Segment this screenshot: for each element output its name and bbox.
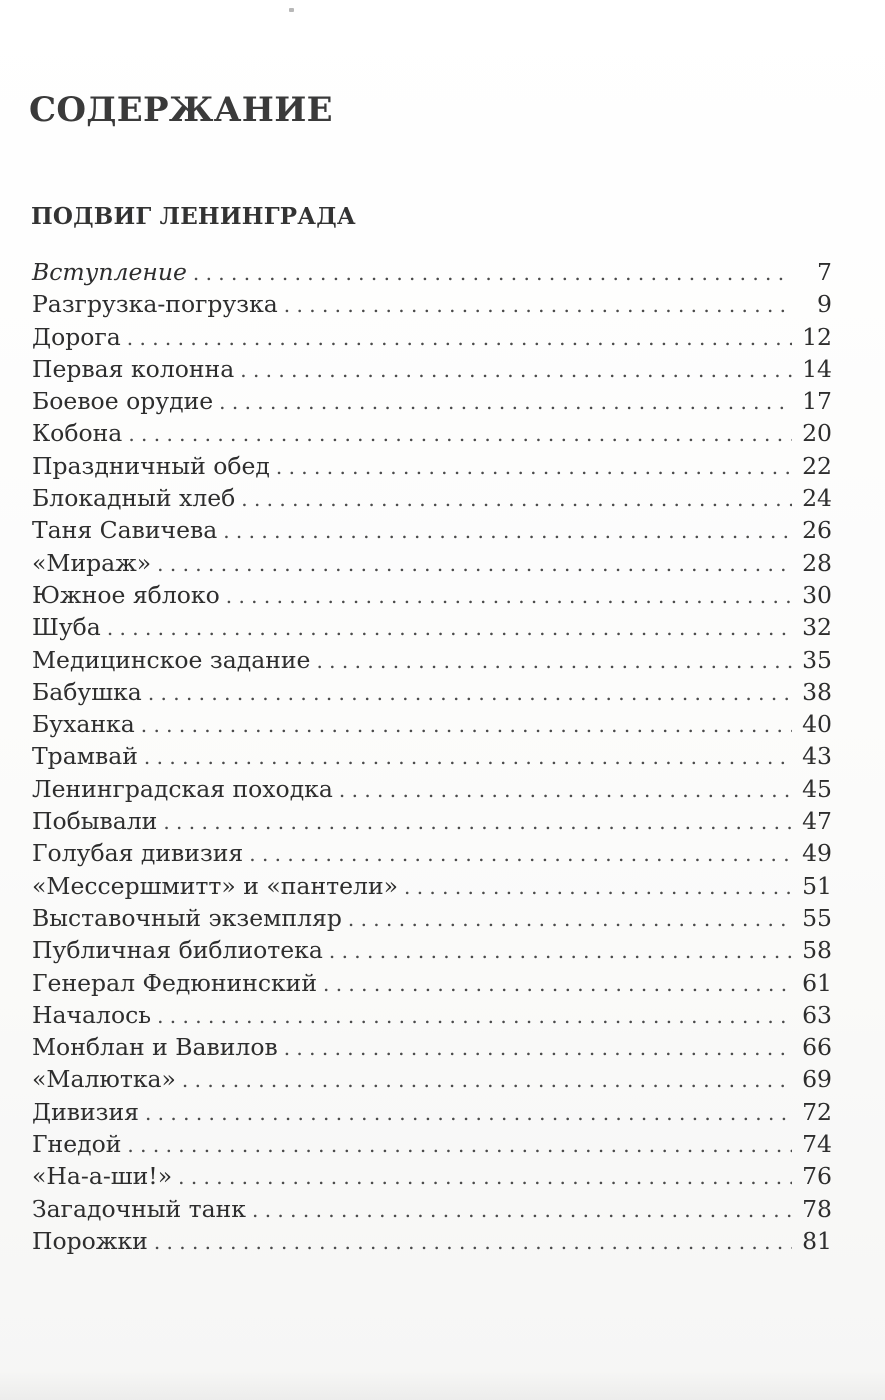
toc-entry-title: Дорога	[32, 322, 121, 351]
toc-entry-page-number: 49	[802, 839, 832, 868]
dot-leader	[404, 871, 792, 903]
dot-leader	[241, 483, 792, 515]
toc-entry	[32, 321, 832, 353]
toc-entry	[32, 773, 832, 805]
toc-entry	[32, 1128, 832, 1160]
dot-leader	[284, 1032, 792, 1064]
toc-entry-title: Таня Савичева	[32, 516, 218, 545]
toc-entry	[32, 644, 832, 676]
dot-leader	[249, 838, 792, 870]
dot-leader	[154, 1226, 792, 1258]
toc-entry	[32, 870, 832, 902]
toc-entry	[32, 967, 832, 999]
dot-leader	[316, 645, 792, 677]
toc-entry-title: Началось	[32, 1000, 152, 1029]
toc-entry	[32, 1225, 832, 1257]
toc-entry-title: «Мессершмитт» и «пантели»	[32, 871, 398, 900]
toc-entry-page-number: 45	[802, 774, 832, 803]
toc-entry	[32, 482, 832, 514]
toc-entry-title: Медицинское задание	[32, 645, 311, 674]
toc-entry	[32, 1096, 832, 1128]
dot-leader	[144, 741, 792, 773]
toc-entry	[32, 902, 832, 934]
toc-entry	[32, 353, 832, 385]
dot-leader	[163, 806, 792, 838]
toc-entry-title: «Мираж»	[32, 548, 152, 577]
toc-entry	[32, 805, 832, 837]
dot-leader	[226, 580, 792, 612]
toc-entry-page-number: 17	[802, 387, 832, 416]
toc-entry-title: Блокадный хлеб	[32, 484, 236, 513]
toc-entry-page-number: 7	[817, 258, 832, 286]
toc-entry	[32, 1063, 832, 1095]
toc-entry-page-number: 61	[802, 968, 832, 997]
toc-entry	[32, 514, 832, 546]
toc-entry-title: Разгрузка-погрузка	[32, 290, 278, 319]
toc-entry-page-number: 35	[802, 645, 832, 674]
toc-entry-page-number: 12	[802, 322, 832, 351]
toc-entry-page-number: 26	[802, 516, 832, 545]
dot-leader	[148, 677, 792, 709]
toc-entry-title: Первая колонна	[32, 354, 235, 383]
dot-leader	[276, 451, 792, 483]
toc-entry-title: Загадочный танк	[32, 1194, 246, 1223]
toc-entry	[32, 385, 832, 417]
toc-entry-page-number: 40	[802, 710, 832, 739]
dot-leader	[128, 418, 792, 450]
toc-entry-title: Побывали	[32, 807, 158, 836]
toc-entry-page-number: 55	[802, 903, 832, 932]
toc-entry-title: Монблан и Вавилов	[32, 1033, 278, 1062]
toc-entry-page-number: 51	[802, 871, 832, 900]
toc-entry	[32, 1160, 832, 1192]
dot-leader	[157, 1000, 792, 1032]
dot-leader	[329, 935, 792, 967]
toc-entry	[32, 288, 832, 320]
toc-entry-title: Трамвай	[32, 742, 138, 771]
toc-entry	[32, 1193, 832, 1225]
toc-entry	[32, 676, 832, 708]
toc-entry-page-number: 28	[802, 548, 832, 577]
toc-entry-page-number: 69	[802, 1065, 832, 1094]
toc-entry-page-number: 24	[802, 484, 832, 513]
section-title: ПОДВИГ ЛЕНИНГРАДА	[31, 203, 356, 230]
toc-entry-title: Южное яблоко	[32, 580, 220, 609]
dot-leader	[107, 612, 792, 644]
dot-leader	[127, 1129, 792, 1161]
toc-entry	[32, 1031, 832, 1063]
toc-entry-title: Порожки	[32, 1226, 148, 1255]
toc-entry	[32, 740, 832, 772]
toc-entry	[32, 611, 832, 643]
toc-entry-title: «На-а-ши!»	[32, 1162, 173, 1191]
toc-entry-title: «Малютка»	[32, 1065, 176, 1094]
page-title: СОДЕРЖАНИЕ	[29, 90, 333, 130]
toc-entry	[32, 934, 832, 966]
toc-entry-title: Голубая дивизия	[32, 839, 244, 868]
dot-leader	[240, 354, 792, 386]
dot-leader	[141, 709, 792, 741]
toc-entry-page-number: 22	[802, 451, 832, 480]
toc-entry-page-number: 9	[817, 290, 832, 319]
toc-entry-page-number: 58	[802, 936, 832, 965]
toc-entry	[32, 708, 832, 740]
toc-entry-page-number: 63	[802, 1000, 832, 1029]
toc-entry-page-number: 47	[802, 807, 832, 836]
dot-leader	[323, 968, 792, 1000]
toc-entry-title: Генерал Федюнинский	[32, 968, 317, 997]
toc-entry	[32, 837, 832, 869]
toc-entry-title: Праздничный обед	[32, 451, 270, 480]
toc-entry-title: Дивизия	[32, 1097, 139, 1126]
toc-entry-title: Публичная библиотека	[32, 936, 323, 965]
dot-leader	[339, 774, 792, 806]
dot-leader	[178, 1161, 792, 1193]
dot-leader	[284, 289, 792, 321]
dot-leader	[182, 1064, 792, 1096]
toc-entry	[32, 256, 832, 288]
toc-entry	[32, 999, 832, 1031]
dot-leader	[157, 548, 792, 580]
toc-entry	[32, 547, 832, 579]
toc-entry-page-number: 14	[802, 354, 832, 383]
toc-entry-page-number: 78	[802, 1194, 832, 1223]
dot-leader	[145, 1097, 792, 1129]
toc-entry-page-number: 30	[802, 580, 832, 609]
toc-entry-page-number: 74	[802, 1130, 832, 1159]
toc-entry-page-number: 20	[802, 419, 832, 448]
toc-entry-title: Боевое орудие	[32, 387, 214, 416]
toc-entry-title: Буханка	[32, 710, 135, 739]
toc-entry-title: Бабушка	[32, 677, 142, 706]
toc-entry-title: Ленинградская походка	[32, 774, 333, 803]
toc-entry-title: Гнедой	[32, 1130, 122, 1159]
dot-leader	[219, 386, 792, 418]
print-speck	[289, 8, 294, 12]
toc-entry-title: Кобона	[32, 419, 123, 448]
toc-entry-page-number: 72	[802, 1097, 832, 1126]
toc-entry-page-number: 32	[802, 613, 832, 642]
toc-entry	[32, 450, 832, 482]
toc-entry-page-number: 76	[802, 1162, 832, 1191]
dot-leader	[252, 1194, 792, 1226]
toc-entry-page-number: 38	[802, 677, 832, 706]
toc-entry-title: Выставочный экземпляр	[32, 903, 342, 932]
toc-entry	[32, 579, 832, 611]
dot-leader	[348, 903, 792, 935]
dot-leader	[127, 322, 792, 354]
dot-leader	[223, 515, 792, 547]
toc-list	[32, 256, 832, 1257]
toc-entry-title: Вступление	[32, 258, 187, 286]
toc-entry-page-number: 81	[802, 1226, 832, 1255]
toc-entry-page-number: 66	[802, 1033, 832, 1062]
toc-entry-title: Шуба	[32, 613, 101, 642]
page-edge-shadow	[0, 1370, 885, 1400]
toc-entry	[32, 417, 832, 449]
toc-entry-page-number: 43	[802, 742, 832, 771]
dot-leader	[193, 257, 792, 289]
